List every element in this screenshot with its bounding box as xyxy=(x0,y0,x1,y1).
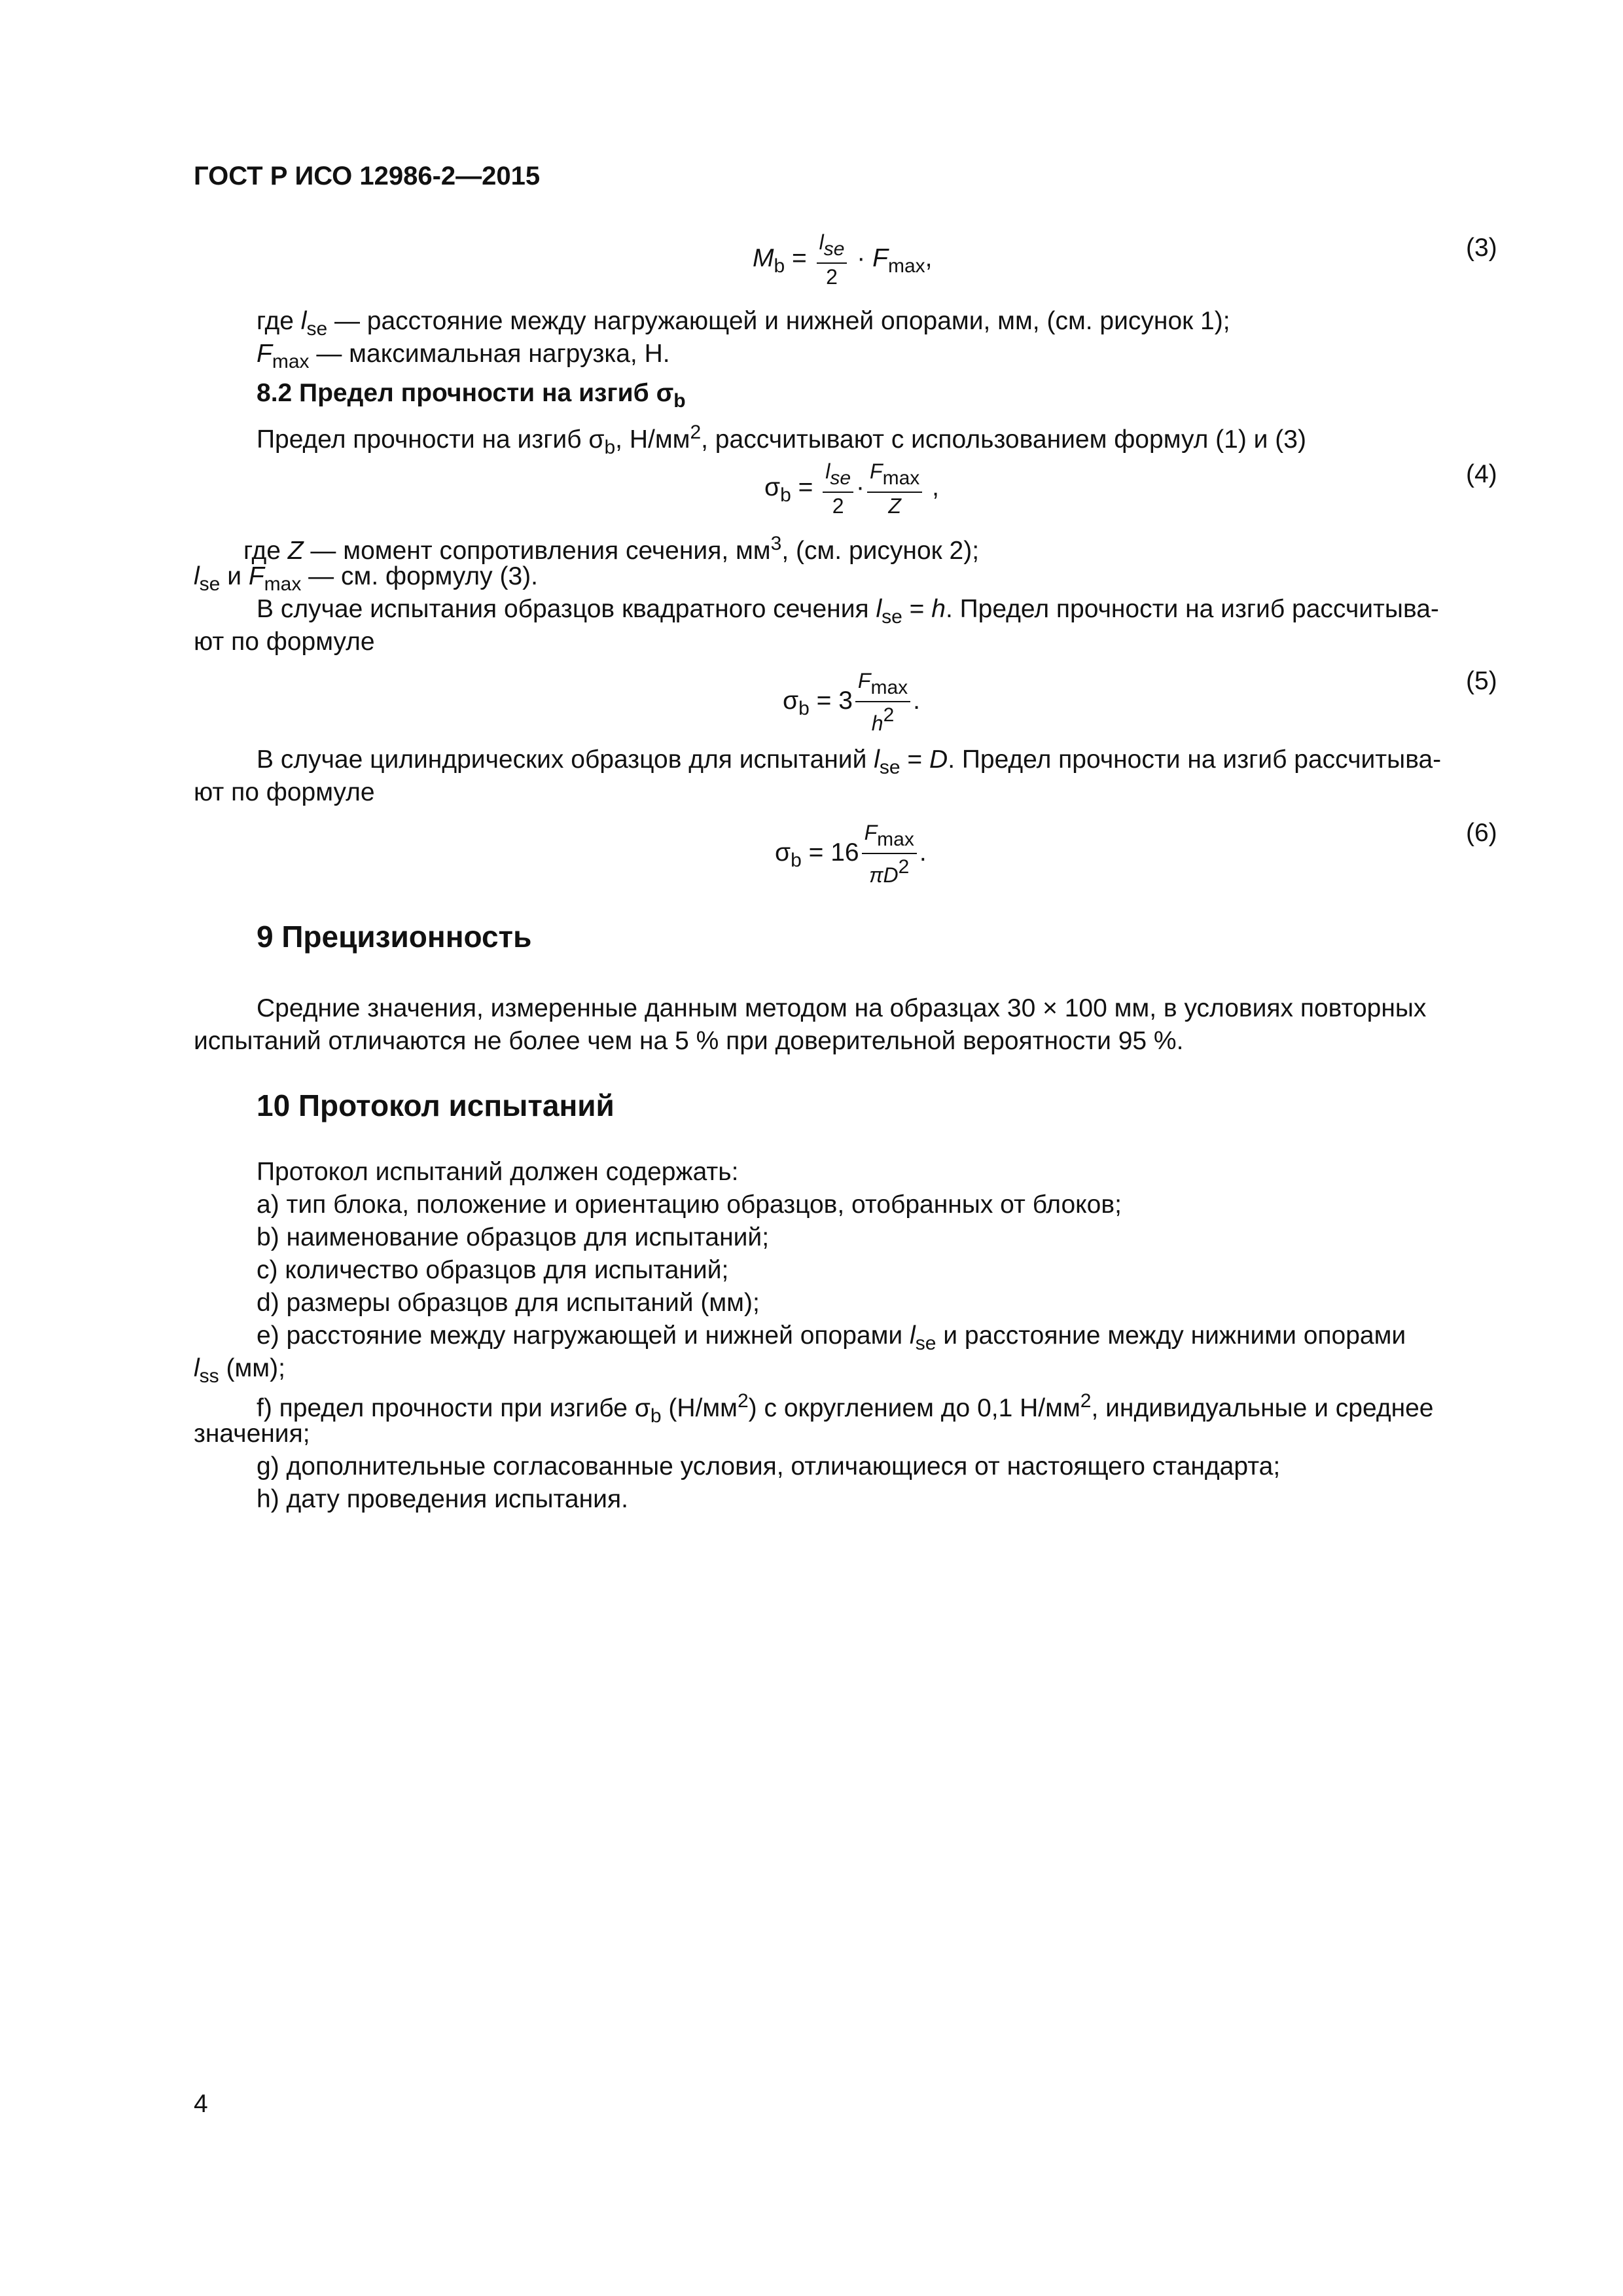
paragraph-square-line-1: В случае испытания образцов квадратного сечения $l_{se} = h$. Предел прочности на изгиб рассчитыва- xyxy=(257,595,1439,628)
where-3-line-2: $F_{max}$ — максимальная нагрузка, Н. xyxy=(257,340,670,372)
section-10-intro: Протокол испытаний должен содержать: xyxy=(257,1158,739,1186)
where-4-line-1: где Z — момент сопротивления сечения, $мм^3$, (см. рисунок 2); xyxy=(243,533,980,565)
document-header: ГОСТ Р ИСО 12986-2—2015 xyxy=(194,162,541,190)
list-item-e-continued: $l_{ss}$ (мм); xyxy=(194,1354,285,1387)
list-item-f: f) предел прочности при изгибе $\sigma_b$ $(Н/мм^2)$ с округлением до 0,1 $Н/мм^2$, индивидуальные и среднее xyxy=(257,1390,1434,1427)
paragraph-cylinder-line-1: В случае цилиндрических образцов для испытаний $l_{se} = D$. Предел прочности на изгиб рассчитыва- xyxy=(257,745,1442,778)
equation-4-number: (4) xyxy=(1466,460,1497,488)
equation-6: $\sigma_b = 16$ $\frac{Fmax}{\pi D2}$ . xyxy=(775,821,927,887)
section-8-2-intro: Предел прочности на изгиб $\sigma_b$, $Н/мм^2$, рассчитывают с использованием формул (1) и (3) xyxy=(257,422,1306,458)
equation-3-fraction: $\frac{\text{lse}}{2}$ xyxy=(817,229,847,290)
equation-6-fraction: $\frac{Fmax}{\pi D2}$ xyxy=(862,819,917,888)
list-item-d: d) размеры образцов для испытаний (мм); xyxy=(257,1289,760,1317)
list-item-g: g) дополнительные согласованные условия, отличающиеся от настоящего стандарта; xyxy=(257,1452,1281,1480)
paragraph-square-line-2: ют по формуле xyxy=(194,628,375,656)
equation-5-number: (5) xyxy=(1466,667,1497,695)
list-item-c: c) количество образцов для испытаний; xyxy=(257,1256,729,1284)
equation-4-fraction-1: $\frac{\text{lse}}{2}$ xyxy=(823,458,853,519)
paragraph-cylinder-line-2: ют по формуле xyxy=(194,778,375,806)
list-item-b: b) наименование образцов для испытаний; xyxy=(257,1223,770,1251)
section-8-2-heading: 8.2 Предел прочности на изгиб $\sigma_b$ xyxy=(257,379,686,412)
equation-5: $\sigma_b = 3$ $\frac{Fmax}{h2}$ . xyxy=(783,669,920,735)
page-number: 4 xyxy=(194,2090,208,2118)
equation-4: $\sigma_b$ = $\frac{\text{lse}}{2}$ · $\frac{Fmax}{Z}$ , xyxy=(764,459,939,518)
list-item-f-continued: значения; xyxy=(194,1420,310,1448)
list-item-h: h) дату проведения испытания. xyxy=(257,1485,628,1513)
where-3-line-1: где $l_{se}$ — расстояние между нагружающей и нижней опорами, мм, (см. рисунок 1); xyxy=(257,307,1230,340)
equation-3: $M_b$ = $\frac{\text{lse}}{2}$ · $F_{max}$, xyxy=(753,230,933,289)
section-10-heading: 10 Протокол испытаний xyxy=(257,1088,615,1122)
section-9-line-1: Средние значения, измеренные данным методом на образцах 30 × 100 мм, в условиях повторных xyxy=(257,994,1427,1022)
list-item-e: e) расстояние между нагружающей и нижней опорами $l_{se}$ и расстояние между нижними опорами xyxy=(257,1321,1406,1354)
equation-3-number: (3) xyxy=(1466,234,1497,262)
section-9-heading: 9 Прецизионность xyxy=(257,920,532,954)
where-4-line-2: $l_{se}$ и $F_{max}$ — см. формулу (3). xyxy=(194,562,538,595)
equation-6-number: (6) xyxy=(1466,819,1497,847)
section-9-line-2: испытаний отличаются не более чем на 5 % при доверительной вероятности 95 %. xyxy=(194,1027,1184,1055)
list-item-a: a) тип блока, положение и ориентацию образцов, отобранных от блоков; xyxy=(257,1191,1122,1219)
equation-4-fraction-2: $\frac{Fmax}{Z}$ xyxy=(867,458,922,519)
equation-5-fraction: $\frac{Fmax}{h2}$ xyxy=(855,668,910,736)
